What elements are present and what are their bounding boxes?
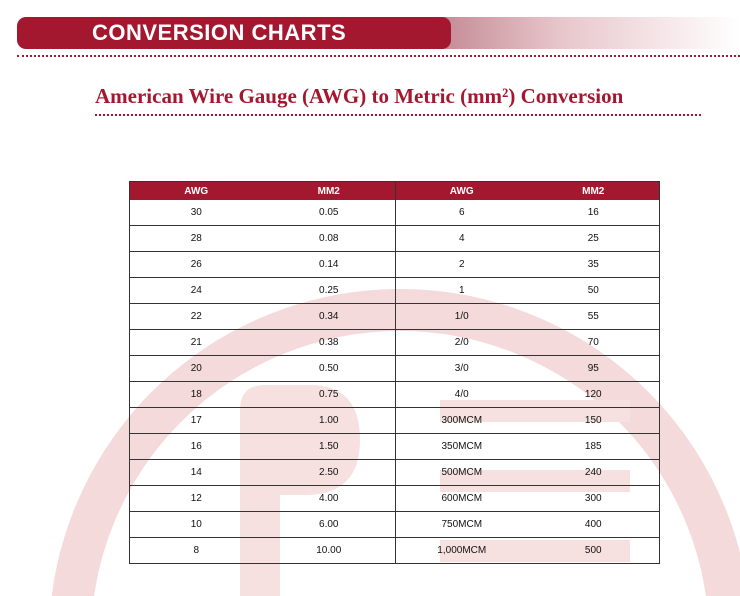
- table-row: [130, 304, 660, 330]
- cell-mm2-left: 10.00: [316, 545, 342, 556]
- table-row: [130, 356, 660, 382]
- cell-mm2-right: 95: [528, 356, 660, 382]
- cell-awg-right: 500MCM: [396, 460, 528, 486]
- cell-mm2-left: 0.75: [263, 382, 396, 408]
- cell-mm2-right: 16: [528, 200, 660, 226]
- column-header-mm2-left: MM2: [263, 182, 396, 201]
- cell-awg-left: 18: [130, 382, 263, 408]
- cell-awg-right: 350MCM: [396, 434, 528, 460]
- cell-awg-right: 4: [396, 226, 528, 252]
- table-row: [130, 408, 660, 434]
- header-banner: [17, 17, 451, 49]
- cell-awg-left: 24: [130, 278, 263, 304]
- table-row: [130, 486, 660, 512]
- cell-mm2-right: 185: [528, 434, 660, 460]
- cell-mm2-right: 25: [528, 226, 660, 252]
- cell-awg-right: 1: [396, 278, 528, 304]
- cell-awg-right: 1/0: [396, 304, 528, 330]
- table-header-row: [130, 182, 660, 201]
- table-row: [130, 278, 660, 304]
- cell-mm2-left: 0.05: [263, 200, 396, 226]
- cell-awg-right: 3/0: [396, 356, 528, 382]
- cell-awg-left: 16: [130, 434, 263, 460]
- cell-mm2-right: 50: [528, 278, 660, 304]
- cell-mm2-left: 0.38: [263, 330, 396, 356]
- cell-mm2-left: 0.25: [263, 278, 396, 304]
- cell-awg-left: 28: [130, 226, 263, 252]
- cell-awg-left: 12: [130, 486, 263, 512]
- cell-awg-right: 750MCM: [396, 512, 528, 538]
- chart-subtitle-text: American Wire Gauge (AWG) to Metric (mm²) Conversion: [95, 84, 624, 108]
- column-header-awg-left: AWG: [130, 182, 263, 201]
- awg-conversion-table: [129, 181, 660, 564]
- cell-mm2-right: 70: [528, 330, 660, 356]
- table-row: [130, 538, 660, 564]
- table-body: [130, 200, 660, 564]
- subtitle-dotted-rule: [95, 114, 701, 116]
- table-row: [130, 434, 660, 460]
- table-row: [130, 330, 660, 356]
- cell-mm2-left: 1.50: [263, 434, 396, 460]
- cell-mm2-right: 35: [528, 252, 660, 278]
- cell-mm2-right: 300: [528, 486, 660, 512]
- cell-awg-right: 6: [396, 200, 528, 226]
- cell-mm2-right: 55: [528, 304, 660, 330]
- cell-mm2-left: 2.50: [263, 460, 396, 486]
- cell-mm2-left: 6.00: [263, 512, 396, 538]
- cell-mm2-right: 500: [584, 545, 602, 556]
- cell-awg-left: 20: [130, 356, 263, 382]
- cell-awg-left: 22: [130, 304, 263, 330]
- header-dotted-rule: [17, 55, 740, 57]
- table-row: [130, 226, 660, 252]
- cell-mm2-right: 400: [528, 512, 660, 538]
- cell-mm2-left: 1.00: [263, 408, 396, 434]
- cell-mm2-left: 0.08: [263, 226, 396, 252]
- table-row: [130, 382, 660, 408]
- chart-subtitle: [95, 84, 623, 109]
- cell-awg-left: 21: [130, 330, 263, 356]
- cell-awg-right: 300MCM: [396, 408, 528, 434]
- cell-awg-left: 8: [193, 545, 200, 556]
- header-banner-fade: [440, 17, 740, 49]
- column-header-awg-right: AWG: [396, 182, 528, 201]
- table-row: [130, 512, 660, 538]
- cell-awg-left: 14: [130, 460, 263, 486]
- cell-mm2-right: 150: [528, 408, 660, 434]
- table-row: [130, 200, 660, 226]
- cell-mm2-left: 0.14: [263, 252, 396, 278]
- cell-awg-right: 1,000MCM: [396, 538, 528, 564]
- cell-awg-right: 4/0: [396, 382, 528, 408]
- cell-mm2-left: 4.00: [263, 486, 396, 512]
- cell-awg-right: 600MCM: [396, 486, 528, 512]
- cell-mm2-right: 240: [528, 460, 660, 486]
- cell-awg-left: 30: [130, 200, 263, 226]
- cell-awg-right: 2/0: [396, 330, 528, 356]
- cell-mm2-left: 0.50: [263, 356, 396, 382]
- cell-awg-left: 17: [130, 408, 263, 434]
- cell-awg-right: 2: [396, 252, 528, 278]
- table-row: [130, 460, 660, 486]
- column-header-mm2-right: MM2: [528, 182, 660, 201]
- cell-mm2-left: 0.34: [263, 304, 396, 330]
- page-title: CONVERSION CHARTS: [92, 20, 347, 45]
- cell-mm2-right: 120: [528, 382, 660, 408]
- cell-awg-left: 26: [130, 252, 263, 278]
- cell-awg-left: 10: [130, 512, 263, 538]
- table-row: [130, 252, 660, 278]
